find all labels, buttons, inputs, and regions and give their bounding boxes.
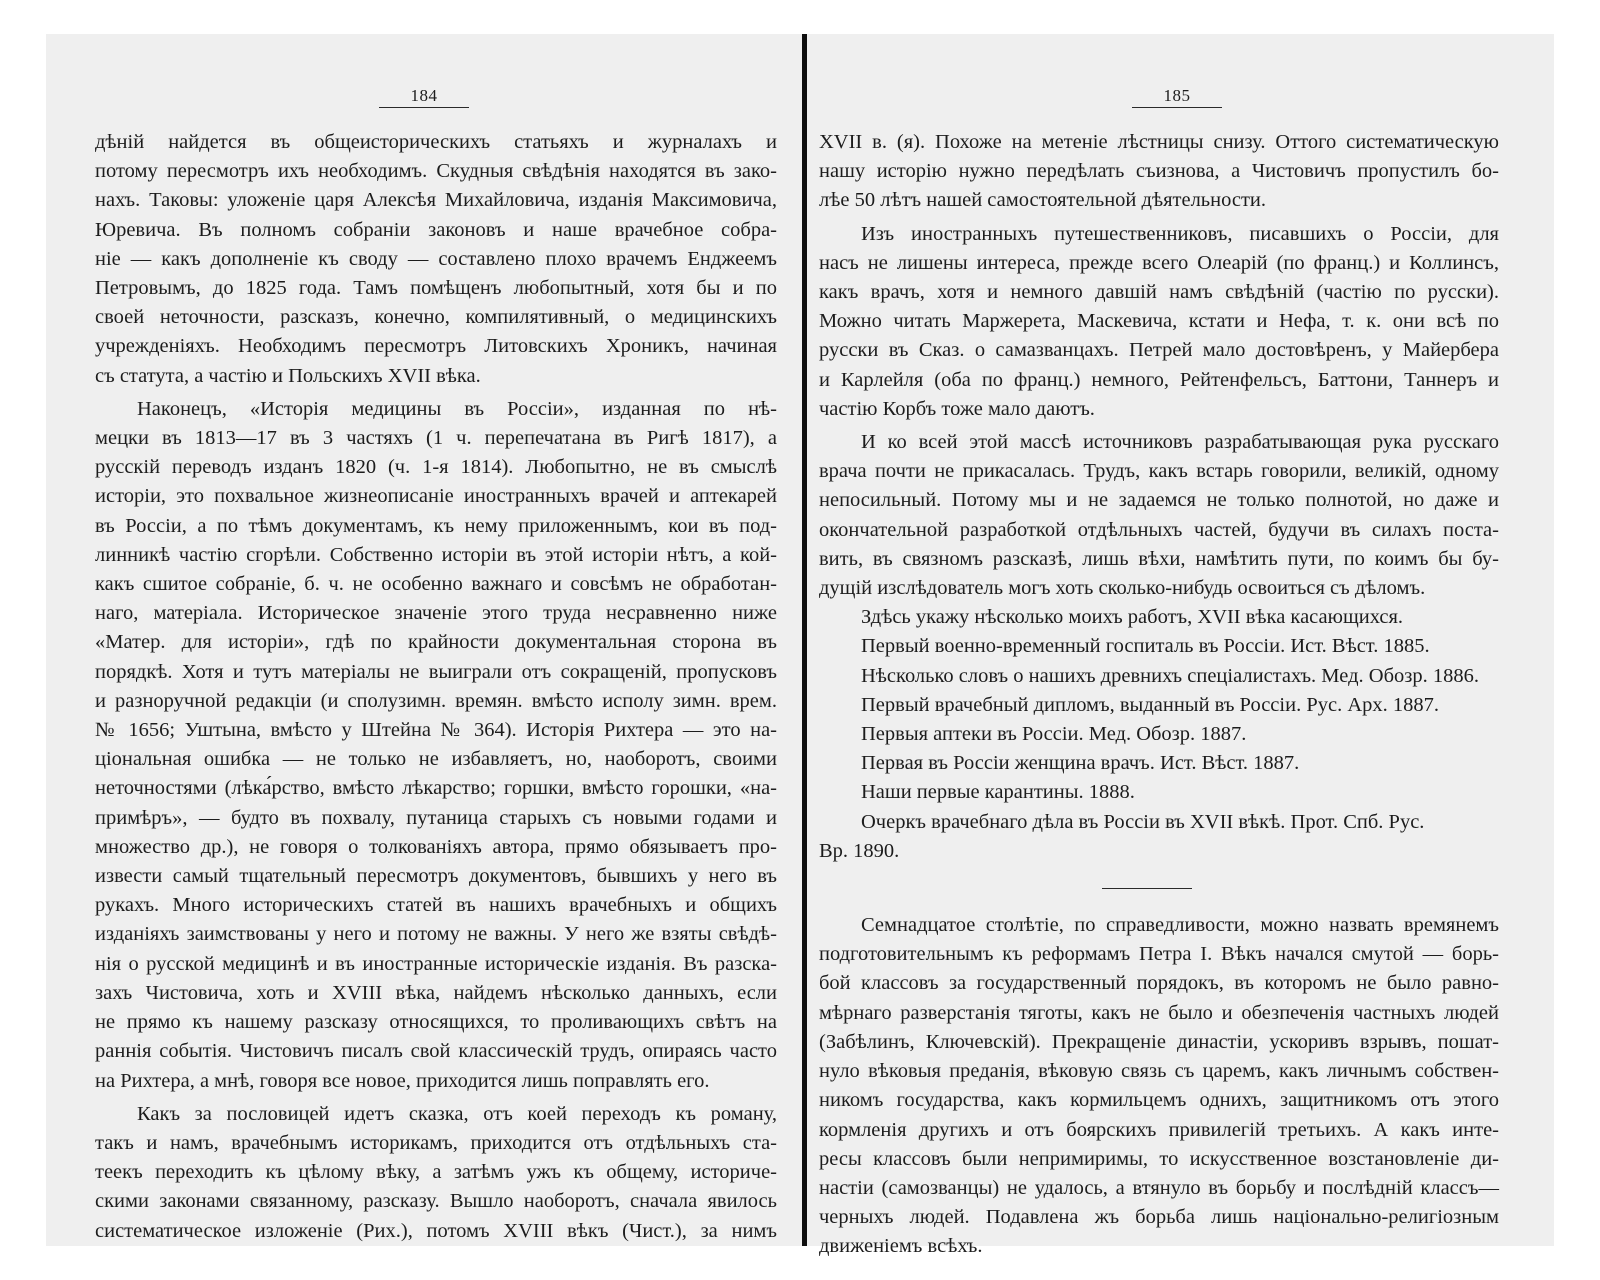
text-line: и Карлейля (оба по франц.) немного, Рейтенфельсъ, Баттони, Таннеръ и <box>819 368 1499 391</box>
text-line: Наконецъ, «Исторія медицины въ Россіи», изданная по нѣ- <box>137 397 777 420</box>
text-line: Юревича. Въ полномъ собраніи законовъ и наше врачебное собра- <box>95 218 777 241</box>
text-line: насъ не лишены интереса, прежде всего Олеарій (по франц.) и Коллинсъ, <box>819 251 1499 274</box>
section-divider <box>1102 888 1192 889</box>
text-line: Петровымъ, до 1825 года. Тамъ помѣщенъ любопытный, хотя бы и по <box>95 277 777 300</box>
text-line: порядкѣ. Хотя и тутъ матеріалы не выиграли отъ сокращеній, пропусковъ <box>95 660 777 683</box>
text-line: дѣній найдется въ общеисторическихъ статьяхъ и журналахъ и <box>95 131 777 153</box>
left-page-text <box>95 128 777 1246</box>
paragraph <box>819 220 1499 424</box>
page-number-rule <box>379 107 469 108</box>
paragraph <box>95 128 777 391</box>
text-line: систематическое изложеніе (Рих.), потомъ XVIII вѣкъ (Чист.), за нимъ <box>95 1219 777 1242</box>
works-list-item: Первый военно-временный госпиталь въ Россіи. Ист. Вѣст. 1885. <box>861 635 1430 658</box>
text-line: какъ сшитое собраніе, б. ч. не особенно важнаго и совсѣмъ не обработан- <box>95 573 777 596</box>
text-line: Семнадцатое столѣтіе, по справедливости, можно назвать времянемъ <box>861 914 1499 937</box>
text-line: дущій изслѣдователь могъ хоть сколько-нибудь освоиться съ дѣломъ. <box>819 577 1426 600</box>
text-line: такъ и намъ, врачебнымъ историкамъ, приходится отъ отдѣльныхъ ста- <box>95 1131 777 1154</box>
text-line: № 1656; Уштына, вмѣсто у Штейна № 364). Исторія Рихтера — это на- <box>95 719 777 742</box>
paragraph <box>819 128 1499 216</box>
text-line: Какъ за пословицей идетъ сказка, отъ коей переходъ къ роману, <box>137 1102 777 1125</box>
page-number: 184 <box>410 86 438 105</box>
text-line: мецки въ 1813—17 въ 3 частяхъ (1 ч. перепечатана въ Ригѣ 1817), а <box>95 427 777 450</box>
text-line: множество др.), не говоря о толкованіяхъ автора, прямо обязываетъ про- <box>95 835 777 858</box>
works-list-item: Наши первые карантины. 1888. <box>861 781 1135 804</box>
text-line: линникѣ частію сгорѣли. Собственно исторіи въ этой исторіи нѣтъ, а кой- <box>95 543 777 566</box>
text-line: нахъ. Таковы: уложеніе царя Алексѣя Михайловича, изданія Максимовича, <box>95 189 777 212</box>
page-number: 185 <box>1163 86 1191 105</box>
text-line: ціональная ошибка — не только не избавляетъ, но, наоборотъ, своими <box>95 748 777 771</box>
text-line: раннія событія. Чистовичъ писалъ свой классическій трудъ, опираясь часто <box>95 1040 777 1063</box>
works-list-item: Первый врачебный дипломъ, выданный въ Россіи. Рус. Арх. 1887. <box>861 693 1440 716</box>
text-line: настіи (самозванцы) не удалось, а втянуло въ борьбу и послѣдній классъ— <box>819 1176 1499 1199</box>
text-line: извести самый тщательный пересмотръ документовъ, бывшихъ у него въ <box>95 865 777 888</box>
text-line: рукахъ. Много историческихъ статей въ нашихъ врачебныхъ и общихъ <box>95 894 777 917</box>
text-line: неточностями (лѣка́рство, вмѣсто лѣкарство; горшки, вмѣсто горошки, «на- <box>95 777 777 800</box>
text-line: непосильный. Потому мы и не задаемся не только полнотой, но даже и <box>819 489 1499 512</box>
text-line: русскій переводъ изданъ 1820 (ч. 1-я 1814). Любопытно, не въ смыслѣ <box>95 456 777 479</box>
paragraph <box>819 428 1499 603</box>
paragraph <box>95 395 777 1096</box>
text-line: бой классовъ за государственный порядокъ, въ которомъ не было равно- <box>819 972 1499 995</box>
text-line: нуло вѣковыя преданія, вѣковую связь съ царемъ, какъ личнымъ собствен- <box>819 1060 1499 1083</box>
text-line: русски въ Сказ. о самазванцахъ. Петрей мало достовѣренъ, у Майербера <box>819 339 1499 362</box>
text-line: Изъ иностранныхъ путешественниковъ, писавшихъ о Россіи, для <box>861 222 1499 245</box>
text-line: учрежденіяхъ. Необходимъ пересмотръ Литовскихъ Хроникъ, начиная <box>95 335 777 358</box>
text-line: врача почти не прикасалась. Трудъ, какъ встарь говорили, великій, одному <box>819 460 1499 483</box>
text-line: скими законами связанному, разсказу. Вышло наоборотъ, сначала явилось <box>95 1190 777 1213</box>
works-intro: Здѣсь укажу нѣсколько моихъ работъ, XVII вѣка касающихся. <box>861 606 1404 629</box>
works-list-item: Нѣсколько словъ о нашихъ древнихъ спеціалистахъ. Мед. Обозр. 1886. <box>861 664 1479 687</box>
text-line: нія о русской медицинѣ и въ иностранные историческіе изданія. Въ разска- <box>95 952 777 975</box>
text-line: окончательной разработкой отдѣльныхъ частей, будучи въ силахъ поста- <box>819 518 1499 541</box>
right-page-text <box>819 128 1499 1262</box>
text-line: лѣе 50 лѣтъ нашей самостоятельной дѣятельности. <box>819 189 1267 212</box>
text-line: и разноручной редакціи (и сполузимн. времян. вмѣсто исполу зимн. врем. <box>95 689 777 712</box>
works-list-item: Первая въ Россіи женщина врачъ. Ист. Вѣст. 1887. <box>861 752 1300 775</box>
text-line: какъ врачъ, хотя и немного давшій намъ свѣдѣній (частію по русски). <box>819 281 1499 304</box>
text-line: движеніемъ всѣхъ. <box>819 1235 983 1258</box>
text-line: потому пересмотръ ихъ необходимъ. Скудныя свѣдѣнія находятся въ зако- <box>95 160 777 183</box>
text-line: (Забѣлинъ, Ключевскій). Прекращеніе династіи, ускоривъ взрывъ, пошат- <box>819 1030 1499 1053</box>
works-list-item: Первыя аптеки въ Россіи. Мед. Обозр. 1887. <box>861 723 1247 746</box>
text-line: «Матер. для исторіи», гдѣ по крайности документальная сторона въ <box>95 631 777 654</box>
text-line: ресы классовъ были непримиримы, то искусственное возстановленіе ди- <box>819 1147 1499 1170</box>
works-list-item-continuation: Вр. 1890. <box>819 839 900 862</box>
text-line: кормленія другихъ и отъ боярскихъ привилегій третьихъ. А какъ инте- <box>819 1118 1499 1141</box>
text-line: подготовительнымъ къ реформамъ Петра I. Вѣкъ начался смутой — борь- <box>819 943 1499 966</box>
text-line: захъ Чистовича, хоть и XVIII вѣка, найдемъ нѣсколько данныхъ, если <box>95 981 777 1004</box>
works-list-item: Очеркъ врачебнаго дѣла въ Россіи въ XVII вѣкѣ. Прот. Спб. Рус. <box>861 810 1425 833</box>
text-line: исторіи, это похвальное жизнеописаніе иностранныхъ врачей и аптекарей <box>95 485 777 508</box>
text-line: примѣръ», — будто въ похвалу, путаница старыхъ съ новыми годами и <box>95 806 777 829</box>
text-line: черныхъ людей. Подавлена жъ борьба лишь національно-религіозным <box>819 1206 1499 1229</box>
text-line: никомъ государства, какъ кормильцемъ однихъ, защитникомъ отъ этого <box>819 1089 1499 1112</box>
text-line: нашу исторію нужно передѣлать съизнова, а Чистовичъ пропустилъ бо- <box>819 160 1499 183</box>
text-line: изданіяхъ заимствованы у него и потому не важны. У него же взяты свѣдѣ- <box>95 923 777 946</box>
paragraph <box>819 911 1499 1261</box>
text-line: И ко всей этой массѣ источниковъ разрабатывающая рука русскаго <box>861 431 1499 454</box>
text-line: теекъ переходить къ цѣлому вѣку, а затѣмъ ужъ къ общему, историче- <box>95 1161 777 1184</box>
text-line: XVII в. (я). Похоже на метеніе лѣстницы снизу. Оттого систематическую <box>819 131 1499 153</box>
text-line: Можно читать Маржерета, Маскевича, кстати и Нефа, т. к. они всѣ по <box>819 310 1499 333</box>
left-page <box>46 34 802 1246</box>
text-line: съ статута, а частію и Польскихъ XVII вѣка. <box>95 364 481 387</box>
text-line: мѣрнаго разверстанія тяготы, какъ не было и обезпеченія частныхъ людей <box>819 1001 1499 1024</box>
text-line: вить, въ связномъ разсказѣ, лишь вѣхи, намѣтить пути, по коимъ бы бу- <box>819 547 1499 570</box>
text-line: частію Корбъ тоже мало даютъ. <box>819 397 1095 420</box>
right-page <box>807 34 1554 1258</box>
page-number-rule <box>1132 107 1222 108</box>
text-line: не прямо къ нашему разсказу относящихся, то проливающихъ свѣтъ на <box>95 1011 777 1034</box>
text-line: въ Россіи, а по тѣмъ документамъ, къ нему приложеннымъ, кои въ под- <box>95 514 777 537</box>
text-line: наго, матеріала. Историческое значеніе этого труда несравненно ниже <box>95 602 777 625</box>
text-line: на Рихтера, а мнѣ, говоря все новое, приходится лишь поправлять его. <box>95 1069 710 1092</box>
text-line: своей неточности, разсказъ, конечно, компилятивный, о медицинскихъ <box>95 306 777 329</box>
text-line: ніе — какъ дополненіе къ своду — составлено плохо врачемъ Енджеемъ <box>95 247 777 270</box>
paragraph <box>95 1100 777 1246</box>
